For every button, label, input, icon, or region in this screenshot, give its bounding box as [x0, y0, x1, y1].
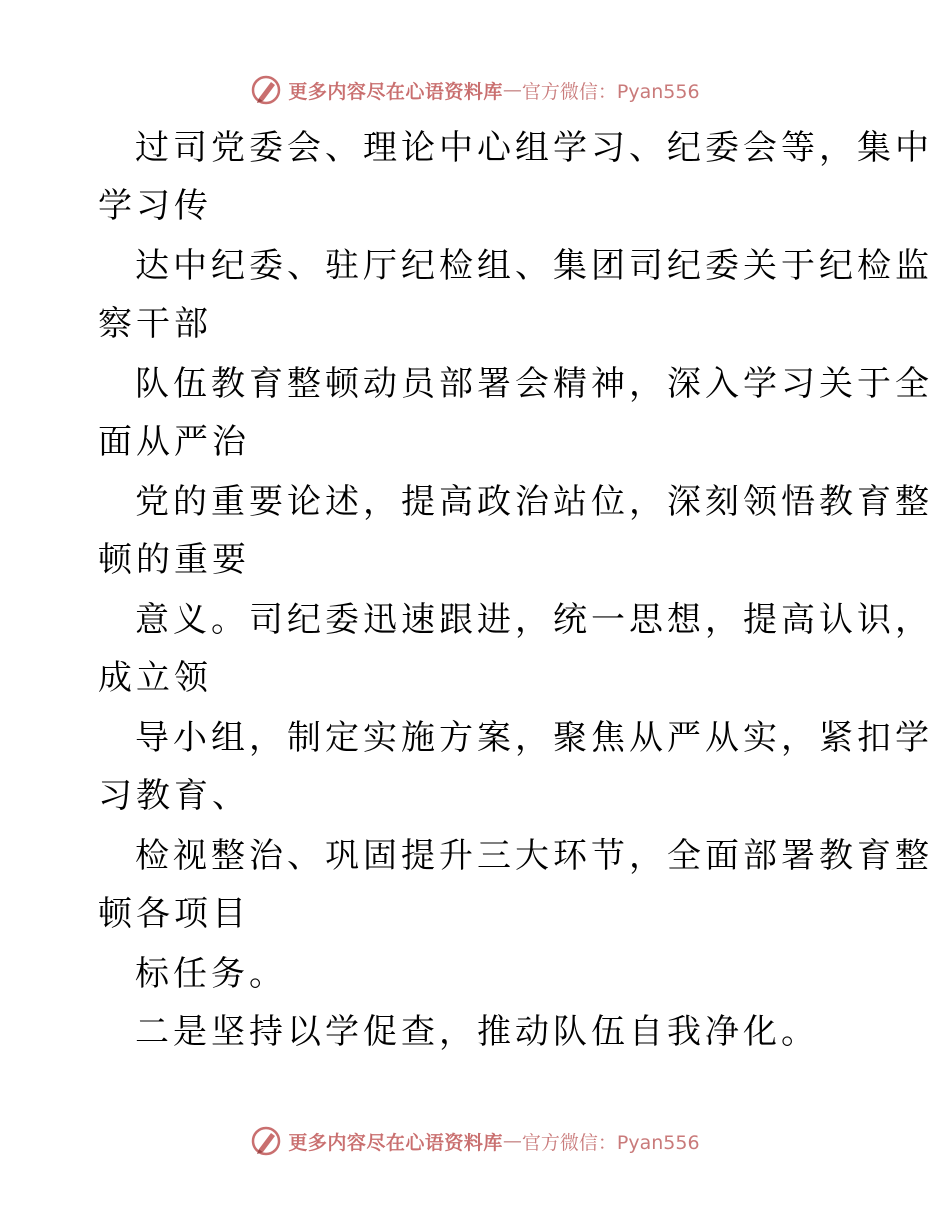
watermark-wechat-text: 官方微信：Pyan556	[521, 1131, 700, 1154]
paragraph-line: 二是坚持以学促查，推动队伍自我净化。	[135, 1012, 819, 1052]
paragraph-line: 检视整治、巩固提升三大环节，全面部署教育整	[135, 836, 933, 876]
pen-logo-icon	[250, 74, 282, 106]
pen-logo-icon	[250, 1125, 282, 1157]
paragraph-line: 过司党委会、理论中心组学习、纪委会等，集中	[135, 128, 933, 168]
paragraph-line: 达中纪委、驻厅纪检组、集团司纪委关于纪检监	[135, 246, 933, 286]
paragraph-line: 顿各项目	[98, 894, 250, 934]
paragraph-line: 习教育、	[98, 776, 250, 816]
watermark-wechat-text: 官方微信：Pyan556	[521, 80, 700, 103]
watermark-main-text: 更多内容尽在心语资料库	[288, 1131, 503, 1154]
paragraph-line: 顿的重要	[98, 540, 250, 580]
paragraph-line: 导小组，制定实施方案，聚焦从严从实，紧扣学	[135, 718, 933, 758]
paragraph-line: 学习传	[98, 186, 212, 226]
paragraph-line: 面从严治	[98, 422, 250, 462]
header-watermark	[0, 70, 950, 110]
watermark-separator: —	[502, 1130, 522, 1152]
paragraph-line: 队伍教育整顿动员部署会精神，深入学习关于全	[135, 364, 933, 404]
paragraph-line: 察干部	[98, 304, 212, 344]
paragraph-line: 党的重要论述，提高政治站位，深刻领悟教育整	[135, 482, 933, 522]
watermark-main-text: 更多内容尽在心语资料库	[288, 80, 503, 103]
paragraph-line: 标任务。	[135, 954, 287, 994]
paragraph-line: 意义。司纪委迅速跟进，统一思想，提高认识，	[135, 600, 933, 640]
footer-watermark	[0, 1121, 950, 1161]
watermark-separator: —	[502, 79, 522, 101]
paragraph-line: 成立领	[98, 658, 212, 698]
